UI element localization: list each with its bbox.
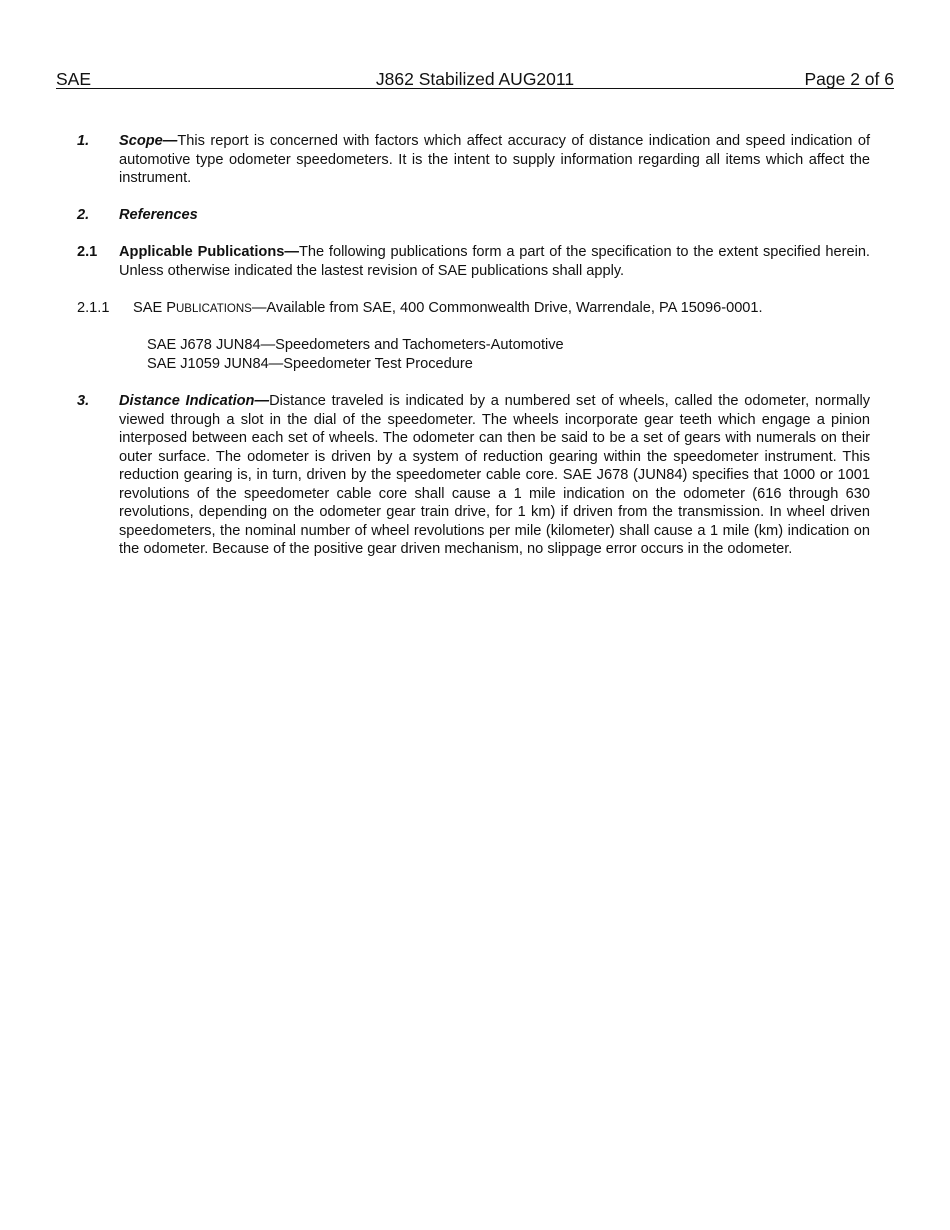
section-sae-publications bbox=[77, 299, 870, 319]
reference-list bbox=[147, 336, 564, 373]
section-body bbox=[119, 243, 870, 280]
section-body bbox=[119, 132, 870, 188]
section-body bbox=[133, 299, 870, 319]
section-number: 2.1.1 bbox=[77, 300, 110, 316]
section-body bbox=[119, 206, 870, 225]
section-text: This report is concerned with factors which affect accuracy of distance indication and speed indication of automotive type odometer speedometers. It is the intent to supply information regarding all items which affect the instrument. bbox=[119, 133, 870, 186]
reference-item: SAE J1059 JUN84—Speedometer Test Procedure bbox=[147, 355, 473, 372]
page-header bbox=[56, 66, 894, 89]
section-text: —Available from SAE, 400 Commonwealth Drive, Warrendale, PA 15096-0001. bbox=[251, 300, 763, 316]
section-title-prefix: SAE P bbox=[133, 300, 176, 316]
section-number: 3. bbox=[77, 393, 90, 409]
section-scope bbox=[77, 132, 870, 188]
section-title: Distance Indication— bbox=[119, 393, 270, 409]
section-number: 2. bbox=[77, 207, 90, 223]
header-document-id: J862 Stabilized AUG2011 bbox=[375, 69, 575, 89]
section-distance-indication bbox=[77, 392, 870, 559]
section-applicable-publications bbox=[77, 243, 870, 280]
section-title-smallcaps: UBLICATIONS bbox=[176, 303, 252, 315]
header-org: SAE bbox=[56, 69, 92, 89]
header-page-number: Page 2 of 6 bbox=[804, 69, 894, 89]
section-body bbox=[119, 392, 870, 559]
section-title: References bbox=[119, 207, 198, 223]
section-number: 2.1 bbox=[77, 244, 98, 260]
reference-item: SAE J678 JUN84—Speedometers and Tachometers-Automotive bbox=[147, 337, 564, 353]
section-title: Scope— bbox=[119, 133, 178, 149]
section-number: 1. bbox=[77, 133, 90, 149]
section-text: Distance traveled is indicated by a numbered set of wheels, called the odometer, normally viewed through a slot in the dial of the speedometer. The wheels incorporate gear teeth which engage a pinion interposed between each set of wheels. The odometer can then be said to be a set of gears with numerals on their outer surface. The odometer is driven by a system of reduction gearing within the speedometer instrument. This reduction gearing is, in turn, driven by the speedometer cable core. SAE J678 (JUN84) specifies that 1000 or 1001 revolutions of the speedometer cable core shall cause a 1 mile indication on the odometer (616 through 630 revolutions, depending on the odometer gear train drive, for 1 km) if driven from the transmission. In wheel driven speedometers, the nominal number of wheel revolutions per mile (kilometer) shall cause a 1 mile (km) indication on the odometer. Because of the positive gear driven mechanism, no slippage error occurs in the odometer. bbox=[119, 393, 870, 557]
section-text: The following publications form a part of the specification to the extent specified herein. Unless otherwise indicated the lastest revision of SAE publications shall apply. bbox=[119, 244, 870, 279]
section-references bbox=[77, 206, 870, 225]
section-title: Applicable Publications— bbox=[119, 244, 299, 260]
